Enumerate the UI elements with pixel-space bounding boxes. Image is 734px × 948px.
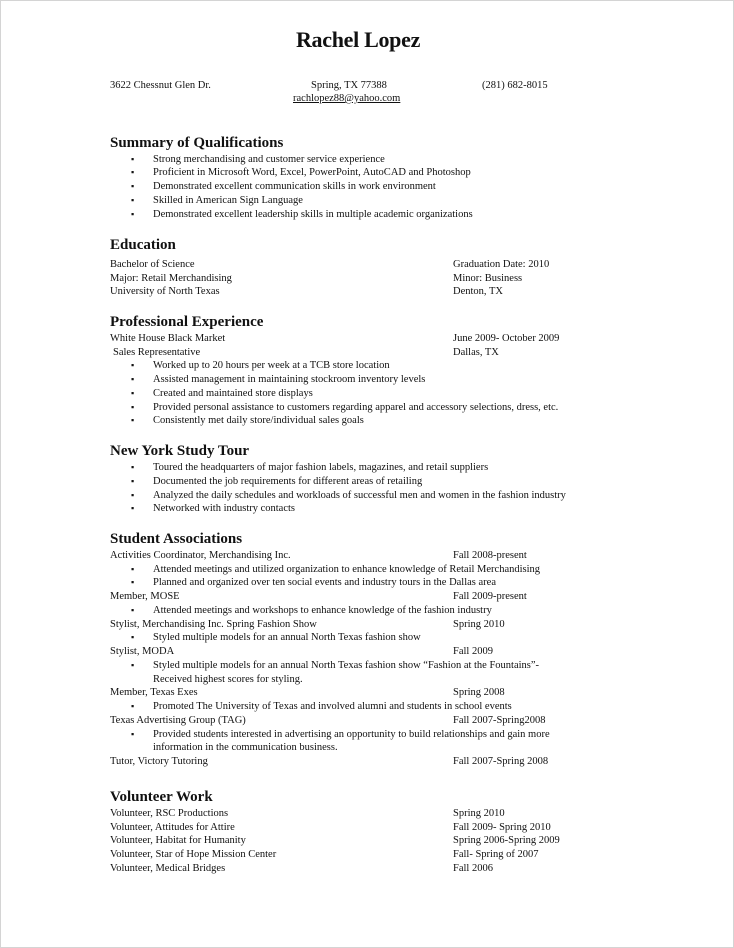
association-dates: Fall 2009-present xyxy=(453,591,527,602)
association-role: Stylist, MODA xyxy=(110,646,175,657)
summary-item: Demonstrated excellent leadership skills in multiple academic organizations xyxy=(153,209,473,220)
bullet-icon: ▪ xyxy=(131,577,135,587)
school-location: Denton, TX xyxy=(453,286,503,297)
minor: Minor: Business xyxy=(453,273,523,284)
bullet-icon: ▪ xyxy=(131,374,135,384)
volunteer-role: Volunteer, RSC Productions xyxy=(110,808,229,819)
association-dates: Spring 2010 xyxy=(453,619,505,630)
association-item: Planned and organized over ten social events and industry tours in the Dallas area xyxy=(153,577,496,588)
employment-dates: June 2009- October 2009 xyxy=(453,333,560,344)
volunteer-role: Volunteer, Habitat for Humanity xyxy=(110,835,246,846)
experience-item: Provided personal assistance to customers regarding apparel and accessory selections, dress, etc. xyxy=(153,402,559,413)
association-dates: Fall 2009 xyxy=(453,646,493,657)
bullet-icon: ▪ xyxy=(131,503,135,513)
volunteer-dates: Fall- Spring of 2007 xyxy=(453,849,539,860)
bullet-icon: ▪ xyxy=(131,490,135,500)
bullet-icon: ▪ xyxy=(131,605,135,615)
summary-item: Demonstrated excellent communication skills in work environment xyxy=(153,181,436,192)
association-item-continuation: Received highest scores for styling. xyxy=(153,674,303,685)
association-item: Attended meetings and utilized organization to enhance knowledge of Retail Merchandising xyxy=(153,564,541,575)
study-tour-item: Analyzed the daily schedules and workloads of successful men and women in the fashion industry xyxy=(153,490,566,501)
experience-heading: Professional Experience xyxy=(110,314,264,330)
associations-heading: Student Associations xyxy=(110,531,243,547)
major: Major: Retail Merchandising xyxy=(110,273,232,284)
experience-item: Worked up to 20 hours per week at a TCB store location xyxy=(153,360,390,371)
bullet-icon: ▪ xyxy=(131,632,135,642)
city: Spring, TX 77388 xyxy=(311,80,387,91)
volunteer-dates: Spring 2006-Spring 2009 xyxy=(453,835,560,846)
degree: Bachelor of Science xyxy=(110,259,195,270)
association-item: Promoted The University of Texas and involved alumni and students in school events xyxy=(153,701,512,712)
bullet-icon: ▪ xyxy=(131,209,135,219)
bullet-icon: ▪ xyxy=(131,701,135,711)
bullet-icon: ▪ xyxy=(131,388,135,398)
volunteer-role: Volunteer, Medical Bridges xyxy=(110,863,226,874)
job-title: Sales Representative xyxy=(113,347,201,358)
association-item: Attended meetings and workshops to enhance knowledge of the fashion industry xyxy=(153,605,492,616)
bullet-icon: ▪ xyxy=(131,402,135,412)
bullet-icon: ▪ xyxy=(131,415,135,425)
association-role: Activities Coordinator, Merchandising Inc. xyxy=(110,550,291,561)
bullet-icon: ▪ xyxy=(131,462,135,472)
association-item: Styled multiple models for an annual North Texas fashion show “Fashion at the Fountains”- xyxy=(153,660,540,671)
job-location: Dallas, TX xyxy=(453,347,499,358)
association-item-continuation: information in the communication business. xyxy=(153,742,338,753)
bullet-icon: ▪ xyxy=(131,729,135,739)
summary-item: Skilled in American Sign Language xyxy=(153,195,303,206)
study-tour-item: Documented the job requirements for different areas of retailing xyxy=(153,476,423,487)
association-dates: Fall 2007-Spring 2008 xyxy=(453,756,549,767)
study-tour-item: Toured the headquarters of major fashion labels, magazines, and retail suppliers xyxy=(153,462,489,473)
volunteer-dates: Fall 2009- Spring 2010 xyxy=(453,822,551,833)
association-item: Styled multiple models for an annual North Texas fashion show xyxy=(153,632,421,643)
association-role: Tutor, Victory Tutoring xyxy=(110,756,208,767)
school: University of North Texas xyxy=(110,286,220,297)
volunteer-role: Volunteer, Attitudes for Attire xyxy=(110,822,235,833)
address: 3622 Chessnut Glen Dr. xyxy=(110,80,211,91)
bullet-icon: ▪ xyxy=(131,167,135,177)
experience-item: Consistently met daily store/individual sales goals xyxy=(153,415,364,426)
association-dates: Fall 2007-Spring2008 xyxy=(453,715,546,726)
experience-item: Assisted management in maintaining stockroom inventory levels xyxy=(153,374,426,385)
graduation-date: Graduation Date: 2010 xyxy=(453,259,550,270)
study-tour-heading: New York Study Tour xyxy=(110,443,250,459)
education-heading: Education xyxy=(110,237,176,253)
bullet-icon: ▪ xyxy=(131,195,135,205)
bullet-icon: ▪ xyxy=(131,476,135,486)
bullet-icon: ▪ xyxy=(131,154,135,164)
experience-item: Created and maintained store displays xyxy=(153,388,313,399)
resume-name: Rachel Lopez xyxy=(295,27,421,52)
association-item: Provided students interested in advertising an opportunity to build relationships and gain more xyxy=(153,729,550,740)
summary-item: Strong merchandising and customer service experience xyxy=(153,154,385,165)
summary-item: Proficient in Microsoft Word, Excel, PowerPoint, AutoCAD and Photoshop xyxy=(153,167,471,178)
bullet-icon: ▪ xyxy=(131,564,135,574)
association-role: Stylist, Merchandising Inc. Spring Fashion Show xyxy=(110,619,317,630)
employer: White House Black Market xyxy=(110,333,226,344)
email-link[interactable]: rachlopez88@yahoo.com xyxy=(293,93,401,104)
bullet-icon: ▪ xyxy=(131,181,135,191)
volunteer-dates: Fall 2006 xyxy=(453,863,493,874)
association-dates: Spring 2008 xyxy=(453,687,505,698)
study-tour-item: Networked with industry contacts xyxy=(153,503,296,514)
bullet-icon: ▪ xyxy=(131,360,135,370)
association-role: Member, Texas Exes xyxy=(110,687,198,698)
phone: (281) 682-8015 xyxy=(482,80,548,91)
volunteer-role: Volunteer, Star of Hope Mission Center xyxy=(110,849,277,860)
association-role: Member, MOSE xyxy=(110,591,180,602)
volunteer-dates: Spring 2010 xyxy=(453,808,505,819)
association-role: Texas Advertising Group (TAG) xyxy=(110,715,246,726)
volunteer-heading: Volunteer Work xyxy=(110,789,213,805)
bullet-icon: ▪ xyxy=(131,660,135,670)
summary-heading: Summary of Qualifications xyxy=(110,135,284,151)
association-dates: Fall 2008-present xyxy=(453,550,527,561)
